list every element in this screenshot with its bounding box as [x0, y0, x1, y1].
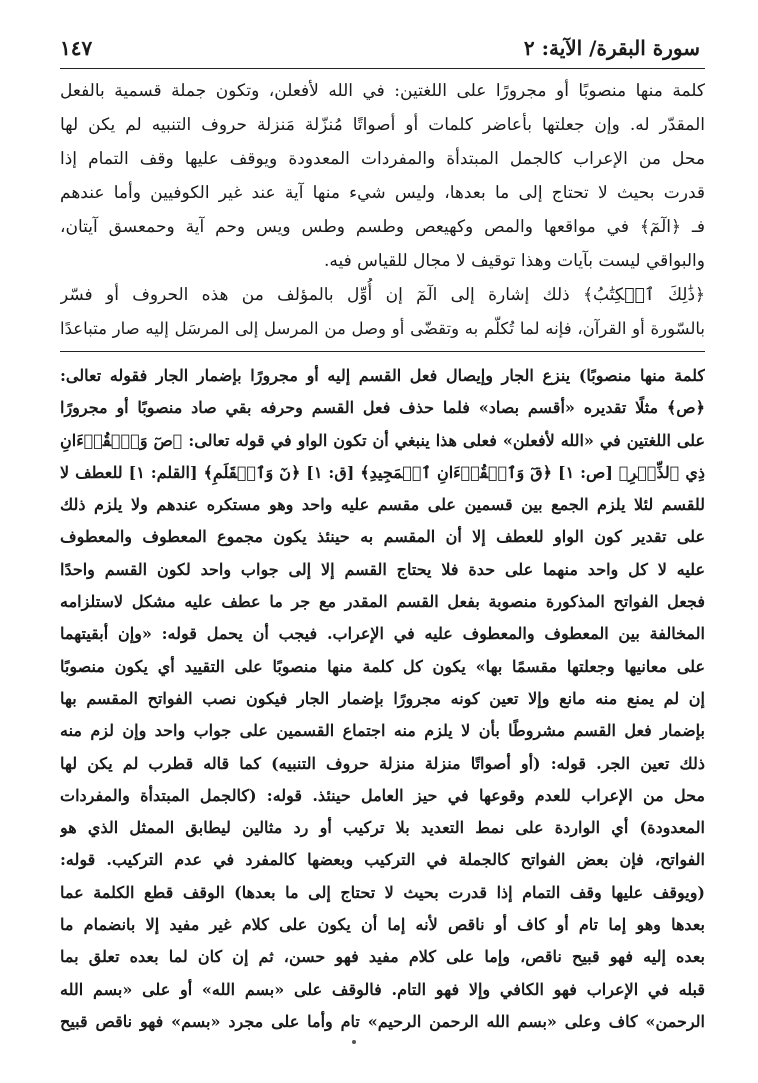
- commentary-line: (ويوقف عليها وقف التمام إذا قدرت بحيث لا تحتاج إلى ما بعدها) الوقف قطع الكلمة عما: [60, 882, 705, 902]
- page-speck: [352, 1040, 356, 1044]
- commentary-line: على اللغتين في «الله لأفعلن» فعلى هذا ينبغي أن تكون الواو في قوله تعالى: ﴿صٓ وَٱلۡقُرۡءَانِ: [60, 430, 705, 450]
- commentary-line: الفواتح، فإن بعض الفواتح كالجملة في التركيب وبعضها كالمفرد في عدم التركيب. قوله:: [60, 850, 705, 870]
- commentary-line: ذِي ٱلذِّكۡرِ﴾ [ص: ١] ﴿قٓ وَٱلۡقُرۡءَانِ ٱلۡمَجِيدِ﴾ [ق: ١] ﴿نٓ وَٱلۡقَلَمِ﴾ [القلم: ١] للعطف لا: [60, 462, 705, 482]
- main-text-line: بالسّورة أو القرآن، فإنه لما تُكلّم به وتقضّى أو وصل من المرسل إلى المرسَل إليه صار متباعدًا: [60, 319, 705, 338]
- page-number: ١٤٧: [60, 36, 93, 60]
- commentary-line: على معانيها وجعلتها مقسمًا بها» يكون كل كلمة منها منصوبًا على التقييد أي يكون منصوبًا: [60, 656, 705, 676]
- commentary-line: على تقدير كون الواو للعطف إلا أن المقسم به حينئذ يكون مجموع المعطوف والمعطوف: [60, 527, 705, 547]
- commentary-line: عليه لا كل واحد منهما على حدة فلا يحتاج القسم إلا إلى جواب واحد لكون القسم واحدًا: [60, 559, 705, 579]
- commentary-line: للقسم لئلا يلزم الجمع بين قسمين على مقسم عليه واحد وهو مستكره عندهم ولا يلزم ذلك: [60, 495, 705, 515]
- commentary-line: محل من الإعراب للعدم وقوعها في حيز العامل حينئذ. قوله: (كالجمل المبتدأة والمفردات: [60, 785, 705, 805]
- commentary-line: المخالفة بين المعطوف والمعطوف عليه في الإعراب. فيجب أن يحمل قوله: «وإن أبقيتهما: [60, 624, 705, 644]
- commentary-text: [60, 360, 705, 1038]
- main-text: [60, 74, 705, 346]
- main-text-line: فـ ﴿الٓمٓ﴾ في مواقعها والمص وكهيعص وطسم وطس ويس وحم آية وحمعسق آيتان،: [60, 217, 705, 237]
- commentary-line: قبله في الإعراب فهو الكافي وإلا فهو التام. فالوقف على «بسم الله» أو على «بسم الله: [60, 979, 705, 999]
- commentary-line: ﴿ص﴾ مثلًا تقديره «أقسم بصاد» فلما حذف فعل القسم وحرفه بقي صاد منصوبًا أو مجرورًا: [60, 398, 705, 418]
- commentary-line: كلمة منها منصوبًا) ينزع الجار وإيصال فعل القسم إليه أو مجرورًا بإضمار الجار فقوله تعالى:: [60, 366, 705, 385]
- commentary-line: بإضمار فعل القسم مشروطًا بأن لا يلزم منه اجتماع القسمين على جواب واحد وإن لزم منه: [60, 721, 705, 741]
- main-text-line: المقدّر له. وإن جعلتها بأعاضر كلمات أو أصواتًا مُنزّلة مَنزلة حروف التنبيه لم يكن لها: [60, 115, 705, 135]
- main-text-line: ﴿ذَٰلِكَ ٱلۡكِتَٰبُ﴾ ذلك إشارة إلى الٓمٓ إن أُوِّل بالمؤلف من هذه الحروف أو فسّر: [60, 285, 705, 305]
- header-rule: [60, 68, 705, 69]
- commentary-line: بعده إليه فهو قبيح ناقص، وإما على كلام مفيد فهو حسن، ثم إن كان لما بعده تعلق بما: [60, 947, 705, 967]
- commentary-line: الرحمن» كاف وعلى «بسم الله الرحمن الرحيم» تام وأما على مجرد «بسم» فهو ناقص قبيح: [60, 1011, 705, 1031]
- commentary-line: فجعل الفواتح المذكورة منصوبة بفعل القسم المقدر مع جر ما عطف عليه مشكل لاستلزامه: [60, 592, 705, 612]
- commentary-line: بعدها وهو إما تام أو كاف أو ناقص لأنه إما أن يكون على كلام غير مفيد إلا بانضمام ما: [60, 915, 705, 935]
- section-divider: [60, 351, 705, 352]
- running-title: سورة البقرة/ الآية: ٢: [523, 36, 700, 60]
- main-text-line: كلمة منها منصوبًا أو مجرورًا على اللغتين: في الله لأفعلن، وتكون جملة قسمية بالفعل: [60, 81, 705, 101]
- commentary-line: ذلك تعين الجر. قوله: (أو أصواتًا منزلة منزلة حروف التنبيه) كما قاله قطرب لم يكن لها: [60, 753, 705, 773]
- commentary-line: المعدودة) أي الواردة على نمط التعديد بلا تركيب أو رد مثالين ليطابق الممثل الذي هو: [60, 818, 705, 838]
- main-text-line: قدرت بحيث لا تحتاج إلى ما بعدها، وليس شيء منها آية عند غير الكوفيين وأما عندهم: [60, 183, 705, 203]
- main-text-line: محل من الإعراب كالجمل المبتدأة والمفردات المعدودة ويوقف عليها وقف التمام إذا: [60, 149, 705, 169]
- page-header: [60, 36, 700, 66]
- commentary-line: إن لم يمنع منه مانع وإلا تعين كونه مجرورًا بإضمار الجار فيكون نصب الفواتح المقسم بها: [60, 688, 705, 708]
- main-text-line: والبواقي ليست بآيات وهذا توقيف لا مجال للقياس فيه.: [323, 251, 705, 271]
